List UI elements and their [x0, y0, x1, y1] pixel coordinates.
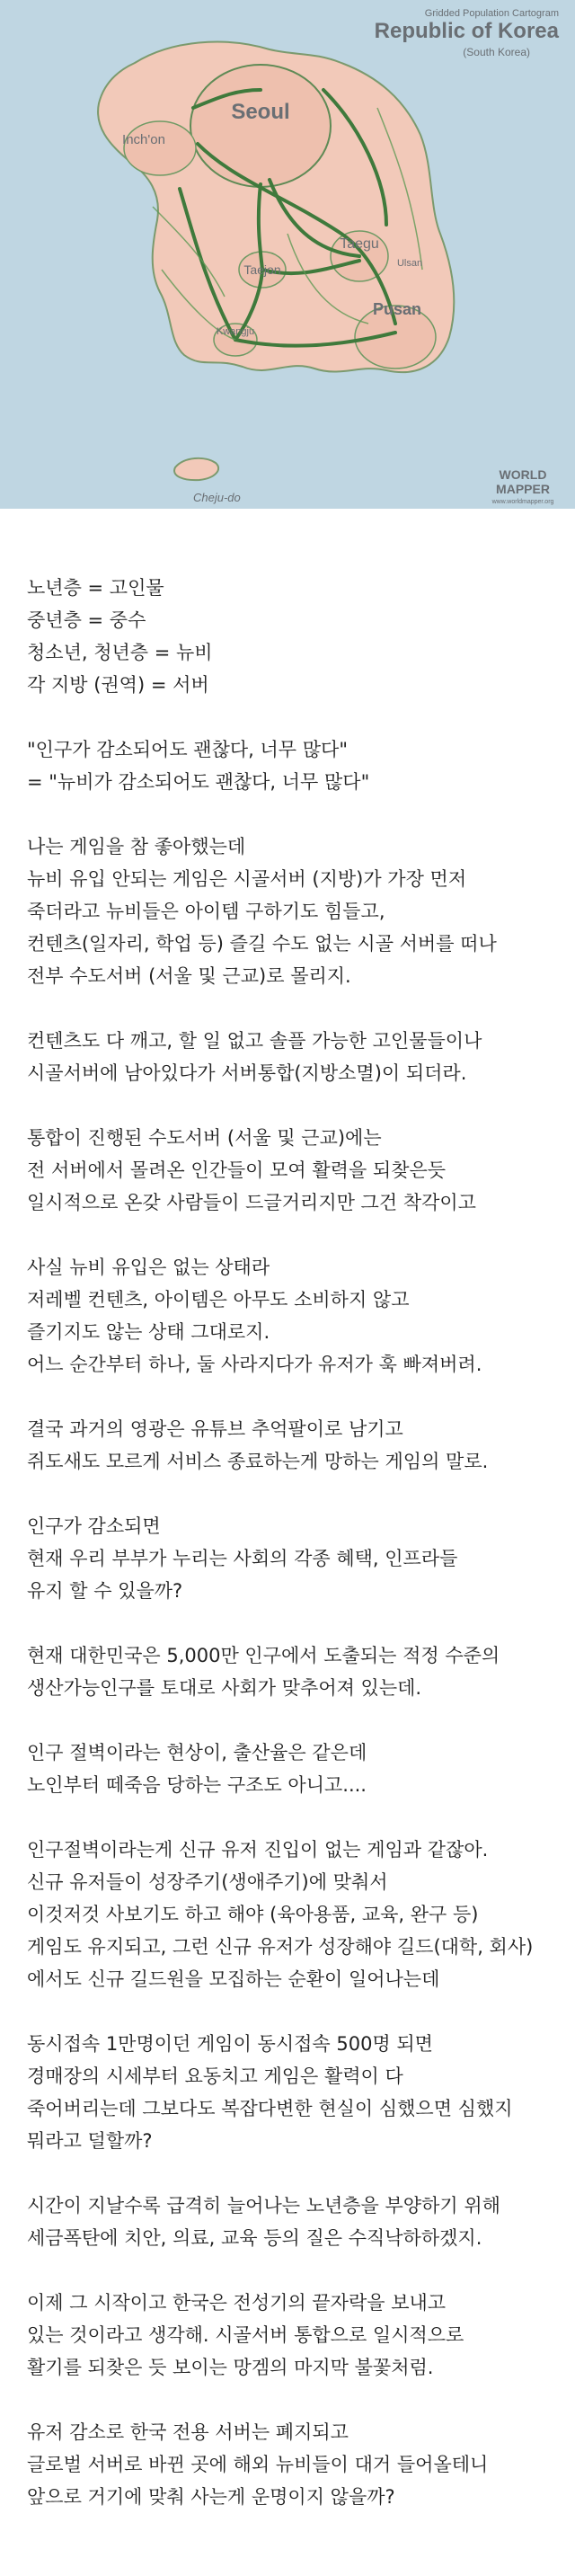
paragraph-11: 인구절벽이라는게 신규 유저 진입이 없는 게임과 같잖아. 신규 유저들이 성장주기(생애주기)에 맞춰서 이것저것 사보기도 하고 해야 (육아용품, 교육, 완구 등) 게임도 유지되고, 그런 신규 유저가 성장해야 길드(대학, 회사) 에서도 신규 길드원을 모집하는 순환이 일어나는데: [27, 1839, 534, 1990]
paragraph-1: 노년층 = 고인물 중년층 = 중수 청소년, 청년층 = 뉴비 각 지방 (권역) = 서버: [27, 577, 213, 696]
cartogram-image: [0, 0, 575, 509]
paragraph-7: 결국 과거의 영광은 유튜브 추억팔이로 남기고 쥐도새도 모르게 서비스 종료하는게 망하는 게임의 말로.: [27, 1418, 489, 1472]
city-label-taejon: Taejon: [243, 262, 281, 277]
seoul-region: [190, 65, 331, 187]
paragraph-2: "인구가 감소되어도 괜찮다, 너무 많다" = "뉴비가 감소되어도 괜찮다, 너무 많다": [27, 739, 370, 793]
paragraph-4: 컨텐츠도 다 깨고, 할 일 없고 솔플 가능한 고인물들이나 시골서버에 남아있다가 서버통합(지방소멸)이 되더라.: [27, 1030, 482, 1084]
paragraph-3: 나는 게임을 참 좋아했는데 뉴비 유입 안되는 게임은 시골서버 (지방)가 가장 먼저 죽더라고 뉴비들은 아이템 구하기도 힘들고, 컨텐츠(일자리, 학업 등) 즐길 수도 없는 시골 서버를 떠나 전부 수도서버 (서울 및 근교)로 몰리지.: [27, 836, 497, 987]
map-country-note: (South Korea): [463, 46, 530, 58]
city-label-inchon: Inch'on: [122, 132, 165, 147]
paragraph-12: 동시접속 1만명이던 게임이 동시접속 500명 되면 경매장의 시세부터 요동치고 게임은 활력이 다 죽어버리는데 그보다도 복잡다변한 현실이 심했으면 심했지 뭐라고 덜할까?: [27, 2033, 513, 2152]
city-label-seoul: Seoul: [231, 100, 290, 124]
cartogram-svg: [0, 0, 575, 509]
logo-line-1: WORLD: [499, 467, 547, 482]
paragraph-6: 사실 뉴비 유입은 없는 상태라 저레벨 컨텐츠, 아이템은 아무도 소비하지 않고 즐기지도 않는 상태 그대로지. 어느 순간부터 하나, 둘 사라지다가 유저가 훅 빠져버려.: [27, 1257, 482, 1375]
logo-url: www.worldmapper.org: [491, 499, 554, 505]
paragraph-14: 이제 그 시작이고 한국은 전성기의 끝자락을 보내고 있는 것이라고 생각해. 시골서버 통합으로 일시적으로 활기를 되찾은 듯 보이는 망겜의 마지막 불꽃처럼.: [27, 2292, 464, 2378]
city-label-kwangju: Kwangju: [216, 326, 255, 337]
paragraph-15: 유저 감소로 한국 전용 서버는 폐지되고 글로벌 서버로 바뀐 곳에 해외 뉴비들이 대거 들어올테니 앞으로 거기에 맞춰 사는게 운명이지 않을까?: [27, 2421, 489, 2508]
paragraph-9: 현재 대한민국은 5,000만 인구에서 도출되는 적정 수준의 생산가능인구를 토대로 사회가 맞추어져 있는데.: [27, 1645, 500, 1699]
inchon-region: [124, 121, 196, 175]
logo-line-2: MAPPER: [496, 482, 550, 496]
city-label-pusan: Pusan: [372, 300, 422, 318]
island-shape: [174, 458, 218, 480]
city-label-ulsan: Ulsan: [396, 258, 423, 269]
paragraph-10: 인구 절벽이라는 현상이, 출산율은 같은데 노인부터 떼죽음 당하는 구조도 아니고....: [27, 1742, 367, 1796]
paragraph-5: 통합이 진행된 수도서버 (서울 및 근교)에는 전 서버에서 몰려온 인간들이 모여 활력을 되찾은듯 일시적으로 온갖 사람들이 드글거리지만 그건 착각이고: [27, 1127, 476, 1213]
city-label-cheju: Cheju-do: [193, 491, 241, 504]
map-subtitle: Gridded Population Cartogram: [424, 8, 559, 19]
article-body: [27, 572, 562, 2545]
paragraph-8: 인구가 감소되면 현재 우리 부부가 누리는 사회의 각종 혜택, 인프라들 유지 할 수 있을까?: [27, 1515, 458, 1602]
paragraph-13: 시간이 지날수록 급격히 늘어나는 노년층을 부양하기 위해 세금폭탄에 치안, 의료, 교육 등의 질은 수직낙하하겠지.: [27, 2195, 500, 2249]
city-label-taegu: Taegu: [340, 236, 379, 252]
map-title: Republic of Korea: [374, 19, 559, 43]
